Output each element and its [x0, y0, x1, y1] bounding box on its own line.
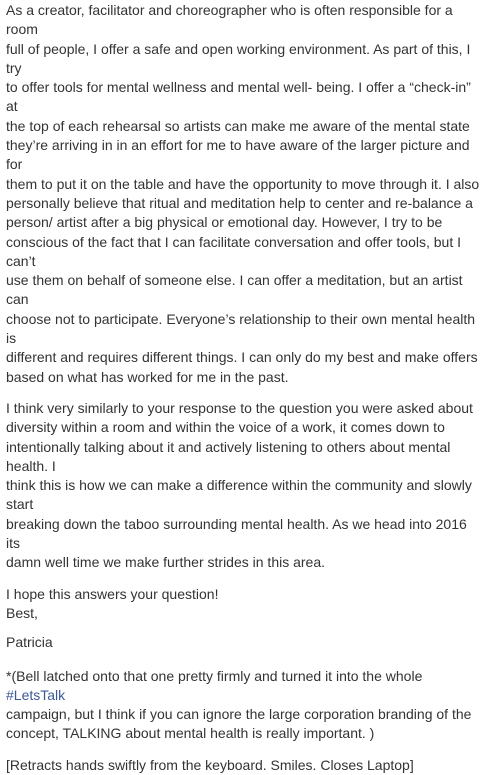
note-text-after: campaign, but I think if you can ignore the large corporation branding of the concept, TALKING about mental health is really important. )	[6, 706, 472, 742]
note-text-before: *(Bell latched onto that one pretty firmly and turned it into the whole	[6, 667, 423, 684]
paragraph-letstalk-note	[6, 667, 484, 744]
post-body	[6, 1, 484, 775]
paragraph-closing-action: [Retracts hands swiftly from the keyboard. Smiles. Closes Laptop]	[6, 756, 414, 773]
paragraph-creator-tools: As a creator, facilitator and choreographer who is often responsible for a room full of people, I offer a safe and open working environment. As part of this, I try to offer tools for mental wellness and mental well- being. I offer a “check-in” at the top of each rehearsal so artists can make me aware of the mental state they’re arriving in in an effort for me to have aware of the larger picture and for them to put it on the table and have the opportunity to move through it. I also personally believe that ritual and meditation help to center and re-balance a person/ artist after a big physical or emotional day. However, I try to be conscious of the fact that I can facilitate conversation and offer tools, but I can’t use them on behalf of someone else. I can offer a meditation, but an artist can choose not to participate. Everyone’s relationship to their own mental health is different and requires different things. I can only do my best and make offers based on what has worked for me in the past.	[6, 2, 480, 385]
paragraph-mental-health-community: I think very similarly to your response to the question you were asked about diversity within a room and within the voice of a work, it comes down to intentionally talking about it and actively listening to others about mental health. I think this is how we can make a difference within the community and slowly start breaking down the taboo surrounding mental health. As we head into 2016 its damn well time we make further strides in this area.	[6, 399, 473, 571]
signature-name: Patricia	[6, 634, 53, 651]
paragraph-sign-off: I hope this answers your question! Best,	[6, 585, 219, 621]
hashtag-link[interactable]: #LetsTalk	[6, 686, 66, 703]
